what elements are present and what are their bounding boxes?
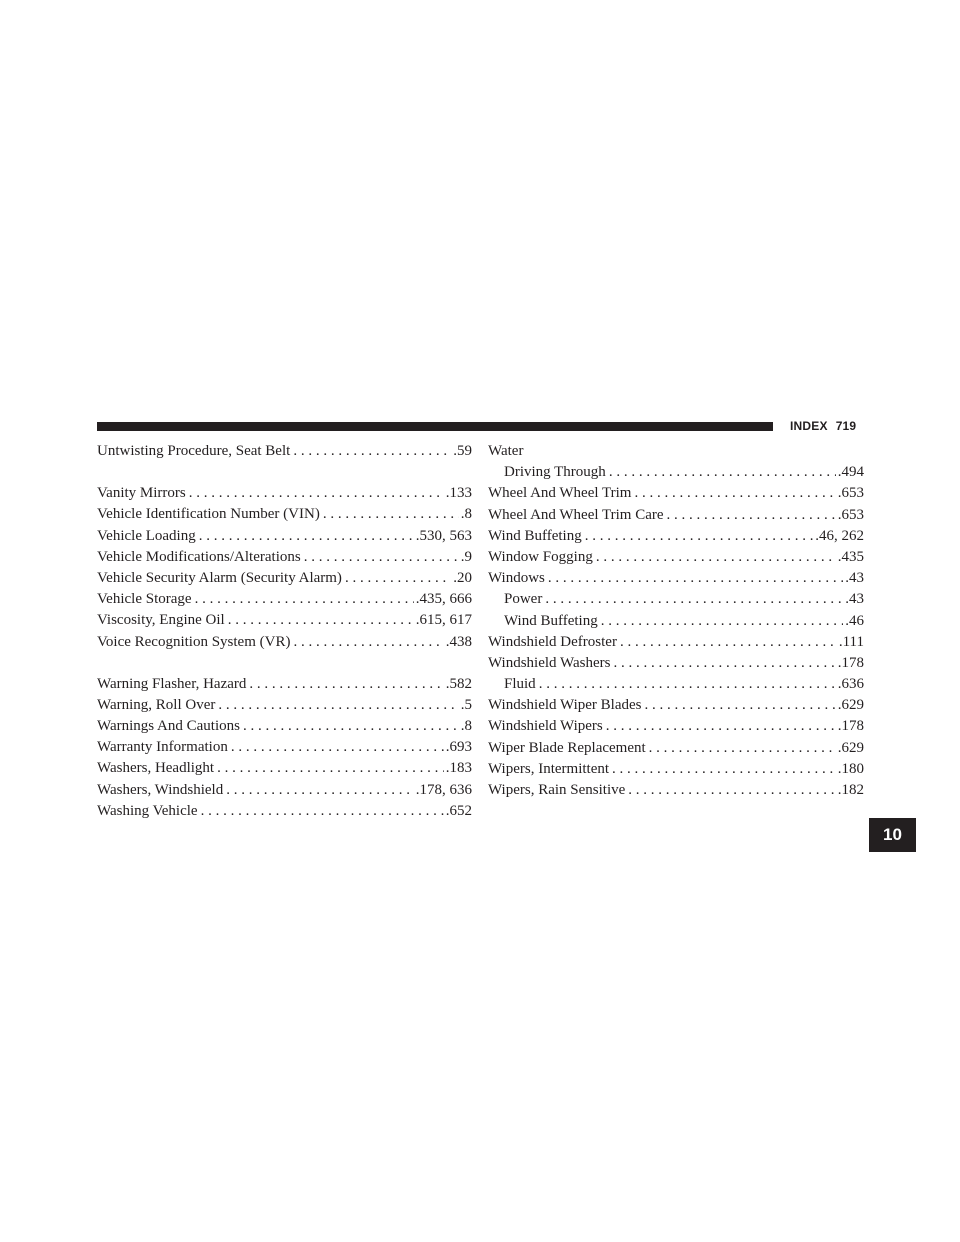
entry-pages: .59 [453, 443, 472, 459]
entry-label: Vehicle Storage [97, 591, 192, 608]
entry-label: Driving Through [504, 464, 606, 481]
dot-leader [231, 737, 444, 758]
entry-label: Wipers, Intermittent [488, 760, 610, 777]
index-subentry [488, 462, 864, 483]
entry-pages: .693 [445, 739, 472, 756]
page-number: 719 [835, 419, 857, 433]
index-entry [97, 758, 472, 779]
dot-leader [228, 610, 414, 631]
dot-leader [189, 483, 444, 504]
entry-label: Fluid [504, 676, 536, 693]
entry-pages: .180 [837, 760, 864, 777]
entry-label: Warnings And Cautions [97, 718, 240, 735]
index-entry [97, 695, 472, 716]
entry-label: Windshield Defroster [488, 633, 617, 650]
entry-pages: .629 [837, 739, 864, 756]
entry-label: Vanity Mirrors [97, 485, 186, 502]
entry-pages: .9 [460, 548, 472, 565]
entry-pages: .615, 617 [415, 612, 472, 629]
dot-leader [199, 526, 414, 547]
entry-pages: .636 [837, 676, 864, 693]
entry-pages: .530, 563 [415, 527, 472, 544]
dot-leader [548, 568, 843, 589]
entry-pages: .46, 262 [815, 527, 864, 544]
dot-leader [620, 632, 837, 653]
entry-label: Wind Buffeting [488, 527, 582, 544]
entry-label: Viscosity, Engine Oil [97, 612, 225, 629]
entry-pages: .653 [837, 506, 864, 523]
entry-pages: .178 [837, 718, 864, 735]
dot-leader [667, 505, 836, 526]
dot-leader [293, 632, 443, 653]
index-entry [97, 504, 472, 525]
dot-leader [596, 547, 836, 568]
index-entry [488, 716, 864, 737]
index-column-right [488, 441, 864, 801]
entry-label: Vehicle Identification Number (VIN) [97, 506, 320, 523]
index-entry [97, 526, 472, 547]
entry-label: Wheel And Wheel Trim Care [488, 506, 664, 523]
dot-leader [634, 483, 835, 504]
entry-pages: .652 [445, 802, 472, 819]
index-entry [97, 780, 472, 801]
index-entry [488, 759, 864, 780]
entry-pages: .8 [460, 718, 472, 735]
entry-pages: .8 [460, 506, 472, 523]
index-entry [97, 441, 472, 462]
entry-pages: .133 [445, 485, 472, 502]
index-entry [488, 526, 864, 547]
dot-leader [201, 801, 444, 822]
index-entry [97, 801, 472, 822]
index-subentry [488, 674, 864, 695]
entry-pages: .43 [845, 591, 864, 608]
index-entry [488, 632, 864, 653]
index-entry [488, 653, 864, 674]
entry-pages: .435, 666 [415, 591, 472, 608]
index-entry [97, 589, 472, 610]
index-entry [97, 483, 472, 504]
entry-label: Window Fogging [488, 548, 593, 565]
entry-pages: .582 [445, 675, 472, 692]
index-column-left [97, 441, 472, 822]
entry-label: Wipers, Rain Sensitive [488, 782, 626, 798]
index-entry [488, 738, 864, 759]
index-entry [97, 716, 472, 737]
index-entry [488, 483, 864, 504]
index-heading [488, 441, 864, 462]
dot-leader [606, 716, 836, 737]
entry-label: Vehicle Security Alarm (Security Alarm) [97, 569, 342, 586]
dot-leader [585, 526, 814, 547]
entry-pages: .20 [453, 569, 472, 586]
dot-leader [612, 759, 836, 780]
entry-pages: .182 [837, 782, 864, 798]
entry-pages: .5 [460, 696, 472, 713]
entry-label: Wind Buffeting [504, 612, 598, 629]
dot-leader [628, 780, 835, 801]
dot-leader [293, 441, 451, 462]
entry-label: Windows [488, 570, 545, 587]
dot-leader [645, 695, 836, 716]
dot-leader [195, 589, 414, 610]
dot-leader [613, 653, 835, 674]
dot-leader [323, 504, 459, 525]
header-section-label: INDEX [790, 419, 828, 433]
entry-label: Voice Recognition System (VR) [97, 633, 291, 650]
dot-leader [304, 547, 459, 568]
entry-label: Wiper Blade Replacement [488, 739, 646, 756]
entry-pages: .494 [837, 464, 864, 481]
index-entry [97, 737, 472, 758]
index-entry [97, 547, 472, 568]
dot-leader [243, 716, 459, 737]
dot-leader [545, 589, 843, 610]
index-entry [488, 568, 864, 589]
entry-pages: .111 [838, 633, 864, 650]
dot-leader [345, 568, 451, 589]
entry-label: Wheel And Wheel Trim [488, 485, 632, 502]
entry-pages: .178, 636 [415, 781, 472, 798]
dot-leader [217, 758, 444, 779]
entry-label: Washing Vehicle [97, 802, 198, 819]
index-entry [97, 610, 472, 631]
dot-leader [539, 674, 836, 695]
index-entry [97, 632, 472, 653]
entry-pages: .438 [445, 633, 472, 650]
entry-pages: .46 [845, 612, 864, 629]
dot-leader [249, 674, 443, 695]
entry-label: Untwisting Procedure, Seat Belt [97, 443, 291, 459]
dot-leader [609, 462, 836, 483]
entry-label: Windshield Washers [488, 654, 611, 671]
entry-label: Power [504, 591, 543, 608]
entry-label: Washers, Headlight [97, 760, 215, 777]
entry-pages: .435 [837, 548, 864, 565]
index-entry [488, 780, 864, 801]
dot-leader [649, 738, 836, 759]
entry-label: Vehicle Modifications/Alterations [97, 548, 301, 565]
chapter-tab: 10 [869, 818, 916, 852]
entry-label: Water [488, 443, 524, 459]
entry-label: Warning, Roll Over [97, 696, 216, 713]
entry-pages: .43 [845, 570, 864, 587]
entry-label: Windshield Wipers [488, 718, 603, 735]
entry-label: Vehicle Loading [97, 527, 196, 544]
index-entry [97, 568, 472, 589]
entry-label: Washers, Windshield [97, 781, 224, 798]
entry-label: Windshield Wiper Blades [488, 697, 642, 714]
dot-leader [601, 611, 844, 632]
entry-label: Warranty Information [97, 739, 228, 756]
entry-pages: .183 [445, 760, 472, 777]
entry-pages: .653 [837, 485, 864, 502]
entry-pages: .629 [837, 697, 864, 714]
entry-label: Warning Flasher, Hazard [97, 675, 247, 692]
index-entry [488, 695, 864, 716]
index-entry [488, 505, 864, 526]
dot-leader [226, 780, 414, 801]
running-header [790, 419, 856, 433]
dot-leader [218, 695, 458, 716]
index-entry [97, 674, 472, 695]
entry-pages: .178 [837, 654, 864, 671]
index-subentry [488, 589, 864, 610]
index-subentry [488, 611, 864, 632]
index-entry [488, 547, 864, 568]
header-rule [97, 422, 773, 431]
